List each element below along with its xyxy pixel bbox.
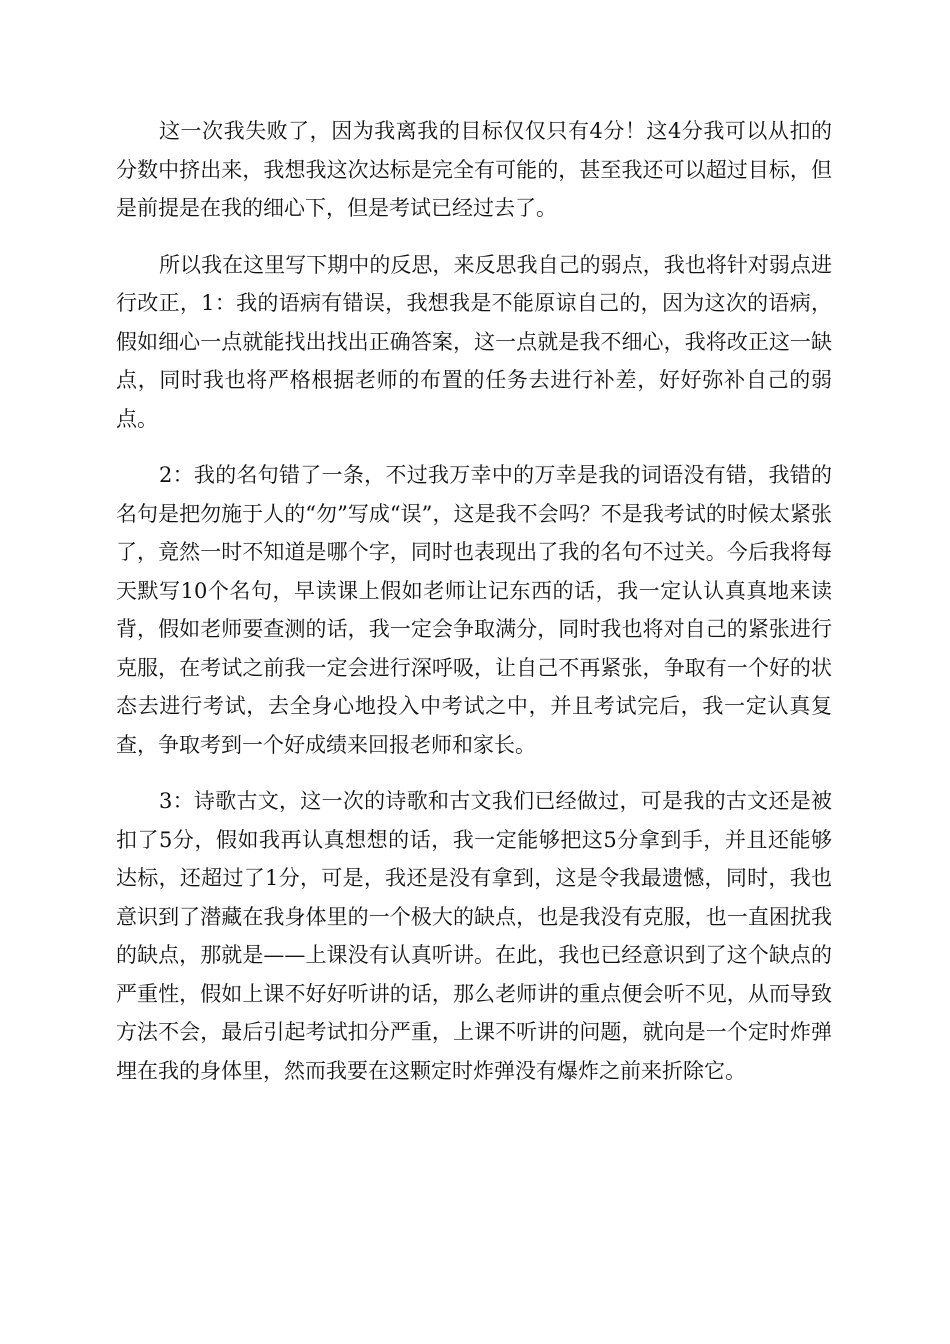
paragraph-3: 2：我的名句错了一条，不过我万幸中的万幸是我的词语没有错，我错的名句是把勿施于人的“勿”写成“误”，这是我不会吗？不是我考试的时候太紧张了，竟然一时不知道是哪个字，同时也表现出了我的名句不过关。今后我将每天默写10个名句，早读课上假如老师让记东西的话，我一定认认真真地来读背，假如老师要查测的话，我一定会争取满分，同时我也将对自己的紧张进行克服，在考试之前我一定会进行深呼吸，让自己不再紧张，争取有一个好的状态去进行考试，去全身心地投入中考试之中，并且考试完后，我一定认真复查，争取考到一个好成绩来回报老师和家长。	[116, 463, 832, 757]
document-body	[116, 112, 832, 1108]
paragraph-1: 这一次我失败了，因为我离我的目标仅仅只有4分！这4分我可以从扣的分数中挤出来，我想我这次达标是完全有可能的，甚至我还可以超过目标，但是前提是在我的细心下，但是考试已经过去了。	[116, 119, 832, 220]
paragraph-4: 3：诗歌古文，这一次的诗歌和古文我们已经做过，可是我的古文还是被扣了5分，假如我再认真想想的话，我一定能够把这5分拿到手，并且还能够达标，还超过了1分，可是，我还是没有拿到，这是令我最遗憾，同时，我也意识到了潜藏在我身体里的一个极大的缺点，也是我没有克服，也一直困扰我的缺点，那就是——上课没有认真听讲。在此，我也已经意识到了这个缺点的严重性，假如上课不好好听讲的话，那么老师讲的重点便会听不见，从而导致方法不会，最后引起考试扣分严重，上课不听讲的问题，就向是一个定时炸弹埋在我的身体里，然而我要在这颗定时炸弹没有爆炸之前来折除它。	[116, 789, 832, 1083]
paragraph-2: 所以我在这里写下期中的反思，来反思我自己的弱点，我也将针对弱点进行改正，1：我的语病有错误，我想我是不能原谅自己的，因为这次的语病，假如细心一点就能找出找出正确答案，这一点就是我不细心，我将改正这一缺点，同时我也将严格根据老师的布置的任务去进行补差，好好弥补自己的弱点。	[116, 252, 832, 431]
